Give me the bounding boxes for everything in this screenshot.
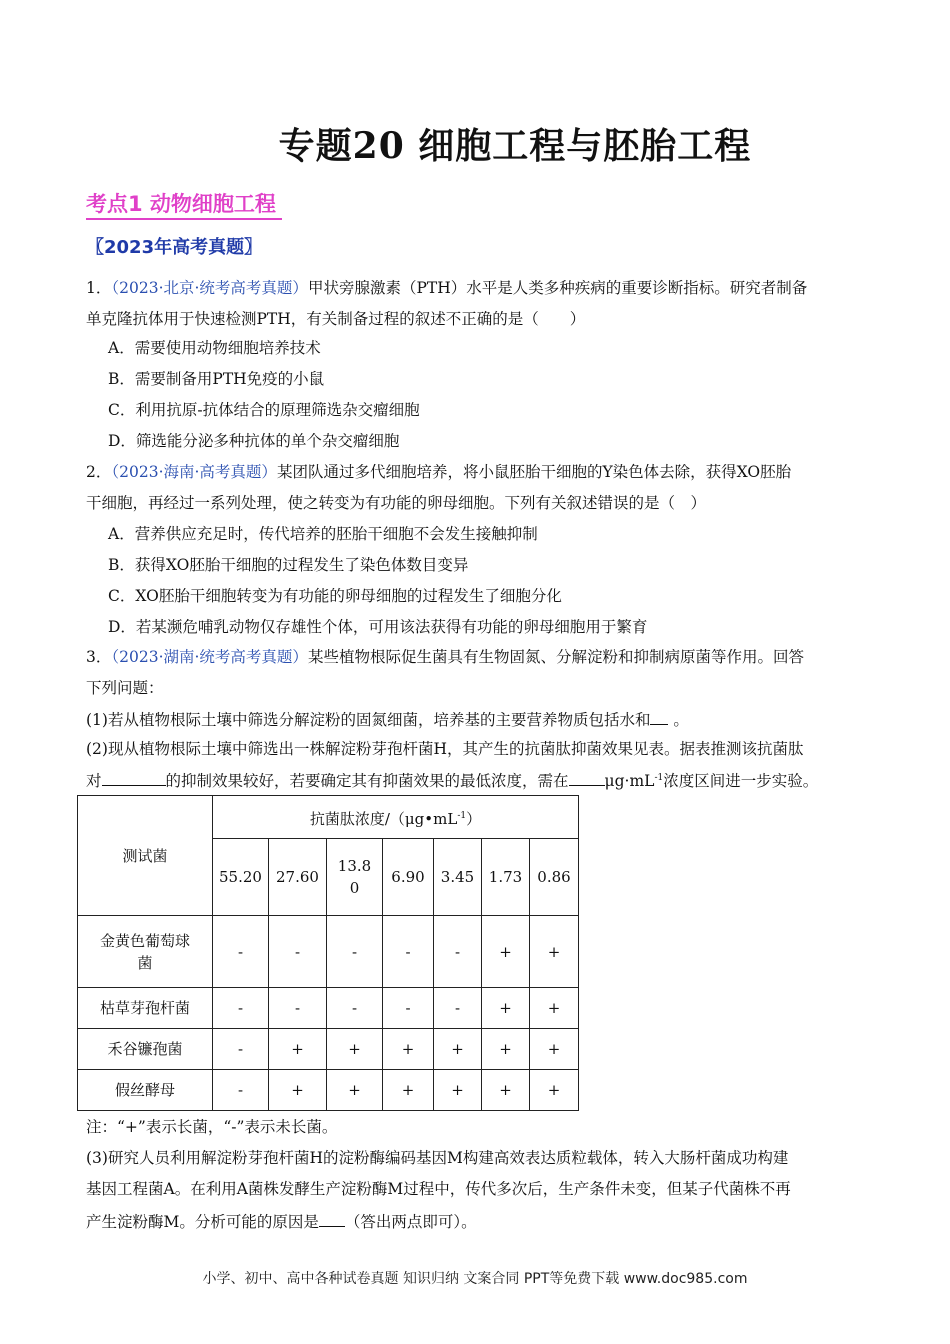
q1-option-b: B．需要制备用PTH免疫的小鼠 [108, 370, 325, 388]
result-cell: + [482, 1070, 530, 1111]
q1-number: 1． [86, 279, 112, 297]
table-row [78, 988, 579, 1029]
conc-3: 6.90 [383, 839, 434, 916]
result-cell: - [213, 1029, 269, 1070]
q1-option-a: A．需要使用动物细胞培养技术 [108, 339, 321, 357]
result-cell: + [269, 1070, 327, 1111]
result-cell: + [327, 1029, 383, 1070]
q2-option-d: D．若某濒危哺乳动物仅存雄性个体，可用该法获得有功能的卵母细胞用于繁育 [108, 618, 648, 636]
conc-4: 3.45 [434, 839, 482, 916]
table-row [78, 916, 579, 988]
result-cell: + [434, 1029, 482, 1070]
antibacterial-table [77, 795, 579, 1111]
organism-name: 禾谷镰孢菌 [78, 1029, 213, 1070]
concentration-header-sup: -1 [457, 810, 467, 821]
q3-part1-end: 。 [673, 711, 689, 729]
q1-line1 [86, 278, 807, 298]
result-cell: + [482, 1029, 530, 1070]
q3-line2: 下列问题： [86, 679, 164, 697]
result-cell: + [269, 1029, 327, 1070]
result-cell: - [327, 916, 383, 988]
q3-part3-line1: (3)研究人员利用解淀粉芽孢杆菌H的淀粉酶编码基因M构建高效表达质粒载体，转入大肠杆菌成功构建 [86, 1149, 789, 1167]
result-cell: + [482, 988, 530, 1029]
conc-0: 55.20 [213, 839, 269, 916]
q3-answer-blank-2[interactable] [102, 769, 166, 786]
organism-name [78, 916, 213, 988]
q3-answer-blank-3[interactable] [569, 769, 605, 786]
page-title: 专题20 细胞工程与胚胎工程 [278, 125, 752, 167]
conc-2-line1: 13.8 [337, 857, 372, 875]
q3-part2-line2 [86, 768, 818, 791]
organism-name: 假丝酵母 [78, 1070, 213, 1111]
q2-text1: 某团队通过多代细胞培养，将小鼠胚胎干细胞的Y染色体去除，获得XO胚胎 [276, 463, 792, 481]
result-cell: + [530, 916, 579, 988]
result-cell: - [269, 988, 327, 1029]
q2-source: （2023·海南·高考真题） [111, 463, 277, 481]
row-header-cell: 测试菌 [78, 796, 213, 916]
table-note: 注：“+”表示长菌，“-”表示未长菌。 [86, 1118, 338, 1136]
result-cell: + [434, 1070, 482, 1111]
q1-option-d: D．筛选能分泌多种抗体的单个杂交瘤细胞 [108, 432, 400, 450]
q3-part2-a: 对 [86, 772, 102, 791]
result-cell: - [434, 988, 482, 1029]
q2-line2: 干细胞，再经过一系列处理，使之转变为有功能的卵母细胞。下列有关叙述错误的是（ ） [86, 494, 707, 512]
q3-part3-line2: 基因工程菌A。在利用A菌株发酵生产淀粉酶M过程中，传代多次后，生产条件未变，但某子代菌株不再 [86, 1180, 791, 1198]
section-heading [86, 188, 282, 218]
result-cell: - [213, 916, 269, 988]
conc-1: 27.60 [269, 839, 327, 916]
concentration-header-end: ） [466, 809, 482, 828]
q2-line1 [86, 462, 791, 482]
q2-option-c: C．XO胚胎干细胞转变为有功能的卵母细胞的过程发生了细胞分化 [108, 587, 562, 605]
result-cell: - [383, 916, 434, 988]
result-cell: - [327, 988, 383, 1029]
q1-source: （2023·北京·统考高考真题） [111, 279, 308, 297]
q2-option-a: A．营养供应充足时，传代培养的胚胎干细胞不会发生接触抑制 [108, 525, 538, 543]
result-cell: + [530, 1029, 579, 1070]
q3-part2-unit-sup: -1 [654, 773, 664, 783]
result-cell: + [383, 1070, 434, 1111]
organism-name-line2: 菌 [137, 953, 153, 972]
table-row [78, 1029, 579, 1070]
q3-part3-b: （答出两点即可）。 [344, 1213, 477, 1231]
conc-5: 1.73 [482, 839, 530, 916]
q3-line1 [86, 647, 804, 667]
table-row [78, 1070, 579, 1111]
q3-answer-blank-1[interactable] [650, 708, 668, 725]
q1-line2: 单克隆抗体用于快速检测PTH，有关制备过程的叙述不正确的是（ ） [86, 310, 586, 328]
q3-part2-c: 浓度区间进一步实验。 [663, 772, 819, 791]
q3-part1 [86, 708, 689, 730]
result-cell: + [327, 1070, 383, 1111]
section-heading-text: 考点1 动物细胞工程 [86, 192, 282, 220]
concentration-header [213, 796, 579, 839]
q2-number: 2． [86, 463, 112, 481]
result-cell: - [383, 988, 434, 1029]
result-cell: - [269, 916, 327, 988]
q3-part2-line1: (2)现从植物根际土壤中筛选出一株解淀粉芽孢杆菌H，其产生的抗菌肽抑菌效果见表。据表推测该抗菌肽 [86, 740, 804, 758]
result-cell: - [213, 988, 269, 1029]
q3-answer-blank-4[interactable] [319, 1210, 345, 1227]
year-subheading: 〖2023年高考真题〗 [86, 237, 263, 258]
concentration-header-text: 抗菌肽浓度/（μg•mL [309, 809, 458, 828]
organism-name-line1: 金黄色葡萄球 [99, 931, 190, 950]
result-cell: + [482, 916, 530, 988]
q3-source: （2023·湖南·统考高考真题） [111, 648, 308, 666]
q3-part3-line3 [86, 1210, 477, 1232]
result-cell: - [213, 1070, 269, 1111]
conc-2 [327, 839, 383, 916]
q3-part3-a: 产生淀粉酶M。分析可能的原因是 [86, 1213, 319, 1231]
q1-option-c: C．利用抗原-抗体结合的原理筛选杂交瘤细胞 [108, 401, 420, 419]
result-cell: - [434, 916, 482, 988]
q3-text1: 某些植物根际促生菌具有生物固氮、分解淀粉和抑制病原菌等作用。回答 [307, 648, 804, 666]
q1-text1: 甲状旁腺激素（PTH）水平是人类多种疾病的重要诊断指标。研究者制备 [307, 279, 808, 297]
q2-option-b: B．获得XO胚胎干细胞的过程发生了染色体数目变异 [108, 556, 469, 574]
q3-number: 3． [86, 648, 112, 666]
result-cell: + [383, 1029, 434, 1070]
result-cell: + [530, 988, 579, 1029]
conc-2-line2: 0 [349, 879, 360, 897]
organism-name: 枯草芽孢杆菌 [78, 988, 213, 1029]
q3-part2-b: 的抑制效果较好，若要确定其有抑菌效果的最低浓度，需在 [165, 772, 569, 791]
conc-6: 0.86 [530, 839, 579, 916]
result-cell: + [530, 1070, 579, 1111]
q3-part1-text: (1)若从植物根际土壤中筛选分解淀粉的固氮细菌，培养基的主要营养物质包括水和 [86, 711, 651, 729]
q3-part2-unit: μg·mL [604, 772, 655, 791]
page-footer: 小学、初中、高中各种试卷真题 知识归纳 文案合同 PPT等免费下载 www.doc985.com [202, 1271, 748, 1287]
